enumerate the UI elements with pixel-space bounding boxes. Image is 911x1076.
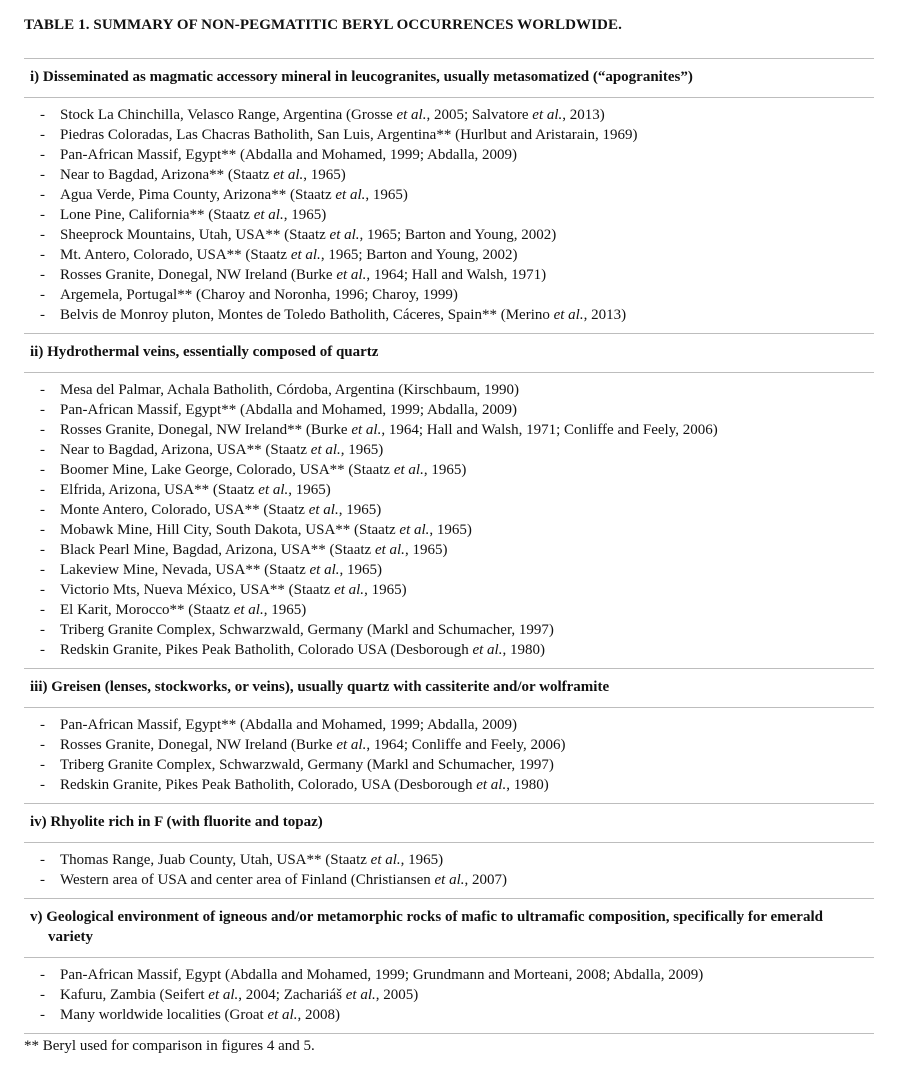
entry-text: , 1980) xyxy=(506,777,549,793)
footnote: ** Beryl used for comparison in figures 4 and 5. xyxy=(24,1038,315,1054)
table-section xyxy=(24,668,874,803)
entry-text: Mobawk Mine, Hill City, South Dakota, USA** (Staatz xyxy=(60,522,400,538)
dash-bullet: - xyxy=(40,482,45,498)
citation-etal: et al. xyxy=(345,987,376,1003)
entry-text: Monte Antero, Colorado, USA** (Staatz xyxy=(60,502,309,518)
section-header-text: iv) Rhyolite rich in F (with fluorite and topaz) xyxy=(30,814,323,830)
entry-text: , 2013) xyxy=(583,307,627,323)
entry-text: , 2004; Zachariáš xyxy=(238,987,346,1003)
list-item xyxy=(24,480,874,500)
citation-etal: et al. xyxy=(335,187,366,203)
entry-text: , 1965) xyxy=(365,187,408,203)
dash-bullet: - xyxy=(40,267,45,283)
dash-bullet: - xyxy=(40,127,45,143)
list-item xyxy=(24,520,874,540)
citation-etal: et al. xyxy=(336,737,367,753)
list-item xyxy=(24,165,874,185)
entry-text: Triberg Granite Complex, Schwarzwald, Germany (Markl and Schumacher, 1997) xyxy=(60,757,554,773)
entry-text: , 1965) xyxy=(303,167,346,183)
entry-text: , 1965) xyxy=(423,462,467,478)
list-item xyxy=(24,145,874,165)
entry-text: Near to Bagdad, Arizona, USA** (Staatz xyxy=(60,442,311,458)
dash-bullet: - xyxy=(40,207,45,223)
citation-etal: et al. xyxy=(309,562,340,578)
list-item xyxy=(24,600,874,620)
entry-text: Piedras Coloradas, Las Chacras Batholith, San Luis, Argentina** (Hurlbut and Aristarain, 1969) xyxy=(60,127,638,143)
citation-etal: et al. xyxy=(258,482,289,498)
entry-text: Argemela, Portugal** (Charoy and Noronha, 1996; Charoy, 1999) xyxy=(60,287,458,303)
dash-bullet: - xyxy=(40,167,45,183)
dash-bullet: - xyxy=(40,717,45,733)
entry-text: Rosses Granite, Donegal, NW Ireland** (Burke xyxy=(60,422,352,438)
section-header xyxy=(24,899,874,958)
dash-bullet: - xyxy=(40,227,45,243)
entry-text: Pan-African Massif, Egypt (Abdalla and Mohamed, 1999; Grundmann and Morteani, 2008; Abdalla, 2009) xyxy=(60,967,704,983)
list-item xyxy=(24,205,874,225)
dash-bullet: - xyxy=(40,542,45,558)
entry-text: Redskin Granite, Pikes Peak Batholith, Colorado, USA (Desborough xyxy=(60,777,477,793)
entry-text: , 1964; Conliffe and Feely, 2006) xyxy=(366,737,566,753)
dash-bullet: - xyxy=(40,757,45,773)
entry-text: Rosses Granite, Donegal, NW Ireland (Burke xyxy=(60,737,337,753)
citation-etal: et al. xyxy=(472,642,503,658)
citation-etal: et al. xyxy=(553,307,584,323)
entry-text: , 1965) xyxy=(263,602,307,618)
citation-etal: et al. xyxy=(308,502,339,518)
section-header-text: v) Geological environment of igneous and/or metamorphic rocks of mafic to ultramafic composition, specifically for emerald variety xyxy=(30,909,823,945)
citation-etal: et al. xyxy=(334,582,365,598)
citation-etal: et al. xyxy=(351,422,382,438)
list-item xyxy=(24,620,874,640)
entry-text: Lakeview Mine, Nevada, USA** (Staatz xyxy=(60,562,310,578)
list-item xyxy=(24,460,874,480)
list-item xyxy=(24,735,874,755)
list-item xyxy=(24,715,874,735)
citation-etal: et al. xyxy=(396,107,427,123)
list-item xyxy=(24,540,874,560)
dash-bullet: - xyxy=(40,852,45,868)
list-item xyxy=(24,965,874,985)
citation-etal: et al. xyxy=(290,247,321,263)
list-item xyxy=(24,420,874,440)
entry-text: Kafuru, Zambia (Seifert xyxy=(60,987,209,1003)
list-item xyxy=(24,185,874,205)
entry-text: , 1965) xyxy=(400,852,444,868)
entry-text: Victorio Mts, Nueva México, USA** (Staatz xyxy=(60,582,335,598)
dash-bullet: - xyxy=(40,1007,45,1023)
entry-text: Mesa del Palmar, Achala Batholith, Córdoba, Argentina (Kirschbaum, 1990) xyxy=(60,382,520,398)
entry-text: Stock La Chinchilla, Velasco Range, Argentina (Grosse xyxy=(60,107,397,123)
entry-text: El Karit, Morocco** (Staatz xyxy=(60,602,234,618)
entry-list xyxy=(24,843,874,898)
entry-text: , 1965) xyxy=(283,207,327,223)
dash-bullet: - xyxy=(40,967,45,983)
entry-text: Western area of USA and center area of Finland (Christiansen xyxy=(60,872,435,888)
entry-text: , 1965; Barton and Young, 2002) xyxy=(359,227,557,243)
table-title: TABLE 1. SUMMARY OF NON-PEGMATITIC BERYL OCCURRENCES WORLDWIDE. xyxy=(24,17,622,33)
list-item xyxy=(24,380,874,400)
list-item xyxy=(24,640,874,660)
section-header xyxy=(24,59,874,98)
table-section xyxy=(24,803,874,898)
entry-text: , 2007) xyxy=(464,872,507,888)
list-item xyxy=(24,440,874,460)
entry-text: Many worldwide localities (Groat xyxy=(60,1007,268,1023)
entry-text: , 1965) xyxy=(340,442,384,458)
entry-text: , 2005; Salvatore xyxy=(426,107,533,123)
citation-etal: et al. xyxy=(476,777,507,793)
list-item xyxy=(24,850,874,870)
section-header xyxy=(24,669,874,708)
list-item xyxy=(24,400,874,420)
dash-bullet: - xyxy=(40,307,45,323)
citation-etal: et al. xyxy=(253,207,284,223)
table-section xyxy=(24,333,874,668)
entry-text: , 1965) xyxy=(429,522,472,538)
list-item xyxy=(24,265,874,285)
list-item xyxy=(24,755,874,775)
list-item xyxy=(24,225,874,245)
dash-bullet: - xyxy=(40,777,45,793)
list-item xyxy=(24,245,874,265)
section-header xyxy=(24,334,874,373)
dash-bullet: - xyxy=(40,187,45,203)
dash-bullet: - xyxy=(40,402,45,418)
citation-etal: et al. xyxy=(434,872,465,888)
dash-bullet: - xyxy=(40,422,45,438)
entry-text: , 1964; Hall and Walsh, 1971) xyxy=(366,267,547,283)
entry-text: Agua Verde, Pima County, Arizona** (Staatz xyxy=(60,187,336,203)
entry-text: Redskin Granite, Pikes Peak Batholith, Colorado USA (Desborough xyxy=(60,642,473,658)
citation-etal: et al. xyxy=(267,1007,298,1023)
list-item xyxy=(24,500,874,520)
entry-text: Black Pearl Mine, Bagdad, Arizona, USA** (Staatz xyxy=(60,542,375,558)
citation-etal: et al. xyxy=(374,542,405,558)
dash-bullet: - xyxy=(40,642,45,658)
section-header-text: ii) Hydrothermal veins, essentially composed of quartz xyxy=(30,344,379,360)
entry-text: Pan-African Massif, Egypt** (Abdalla and Mohamed, 1999; Abdalla, 2009) xyxy=(60,147,517,163)
dash-bullet: - xyxy=(40,442,45,458)
table-section xyxy=(24,898,874,1034)
dash-bullet: - xyxy=(40,602,45,618)
entry-text: Sheeprock Mountains, Utah, USA** (Staatz xyxy=(60,227,330,243)
dash-bullet: - xyxy=(40,522,45,538)
entry-text: Boomer Mine, Lake George, Colorado, USA** (Staatz xyxy=(60,462,394,478)
dash-bullet: - xyxy=(40,502,45,518)
entry-text: , 1965) xyxy=(338,502,382,518)
entry-text: , 1965) xyxy=(404,542,448,558)
list-item xyxy=(24,105,874,125)
list-item xyxy=(24,870,874,890)
dash-bullet: - xyxy=(40,382,45,398)
citation-etal: et al. xyxy=(273,167,304,183)
entry-text: , 1965) xyxy=(288,482,331,498)
entry-text: , 2008) xyxy=(297,1007,340,1023)
entry-list xyxy=(24,708,874,803)
entry-list xyxy=(24,958,874,1033)
dash-bullet: - xyxy=(40,247,45,263)
list-item xyxy=(24,580,874,600)
dash-bullet: - xyxy=(40,872,45,888)
entry-text: Elfrida, Arizona, USA** (Staatz xyxy=(60,482,259,498)
dash-bullet: - xyxy=(40,107,45,123)
citation-etal: et al. xyxy=(393,462,424,478)
table-body xyxy=(24,58,874,1034)
dash-bullet: - xyxy=(40,622,45,638)
entry-text: , 1965; Barton and Young, 2002) xyxy=(320,247,518,263)
section-header xyxy=(24,804,874,843)
dash-bullet: - xyxy=(40,287,45,303)
entry-list xyxy=(24,373,874,668)
dash-bullet: - xyxy=(40,582,45,598)
citation-etal: et al. xyxy=(399,522,430,538)
entry-text: Near to Bagdad, Arizona** (Staatz xyxy=(60,167,274,183)
entry-text: Mt. Antero, Colorado, USA** (Staatz xyxy=(60,247,291,263)
entry-text: Lone Pine, California** (Staatz xyxy=(60,207,254,223)
entry-text: , 2005) xyxy=(375,987,419,1003)
entry-list xyxy=(24,98,874,333)
dash-bullet: - xyxy=(40,737,45,753)
dash-bullet: - xyxy=(40,462,45,478)
section-header-text: i) Disseminated as magmatic accessory mineral in leucogranites, usually metasomatized (“apogranites”) xyxy=(30,69,693,85)
entry-text: , 1964; Hall and Walsh, 1971; Conliffe and Feely, 2006) xyxy=(381,422,718,438)
entry-text: , 1965) xyxy=(364,582,407,598)
list-item xyxy=(24,285,874,305)
list-item xyxy=(24,305,874,325)
entry-text: , 1980) xyxy=(502,642,545,658)
list-item xyxy=(24,560,874,580)
entry-text: Pan-African Massif, Egypt** (Abdalla and Mohamed, 1999; Abdalla, 2009) xyxy=(60,402,517,418)
entry-text: Rosses Granite, Donegal, NW Ireland (Burke xyxy=(60,267,337,283)
dash-bullet: - xyxy=(40,987,45,1003)
list-item xyxy=(24,775,874,795)
citation-etal: et al. xyxy=(208,987,239,1003)
dash-bullet: - xyxy=(40,147,45,163)
citation-etal: et al. xyxy=(310,442,341,458)
table-section xyxy=(24,58,874,333)
entry-text: Pan-African Massif, Egypt** (Abdalla and Mohamed, 1999; Abdalla, 2009) xyxy=(60,717,517,733)
list-item xyxy=(24,1005,874,1025)
citation-etal: et al. xyxy=(370,852,401,868)
list-item xyxy=(24,125,874,145)
citation-etal: et al. xyxy=(233,602,264,618)
section-header-text: iii) Greisen (lenses, stockworks, or veins), usually quartz with cassiterite and/or wolframite xyxy=(30,679,610,695)
entry-text: , 1965) xyxy=(339,562,383,578)
citation-etal: et al. xyxy=(329,227,360,243)
entry-text: , 2013) xyxy=(562,107,605,123)
citation-etal: et al. xyxy=(532,107,563,123)
dash-bullet: - xyxy=(40,562,45,578)
list-item xyxy=(24,985,874,1005)
entry-text: Triberg Granite Complex, Schwarzwald, Germany (Markl and Schumacher, 1997) xyxy=(60,622,554,638)
entry-text: Thomas Range, Juab County, Utah, USA** (Staatz xyxy=(60,852,371,868)
citation-etal: et al. xyxy=(336,267,367,283)
entry-text: Belvis de Monroy pluton, Montes de Toledo Batholith, Cáceres, Spain** (Merino xyxy=(60,307,554,323)
